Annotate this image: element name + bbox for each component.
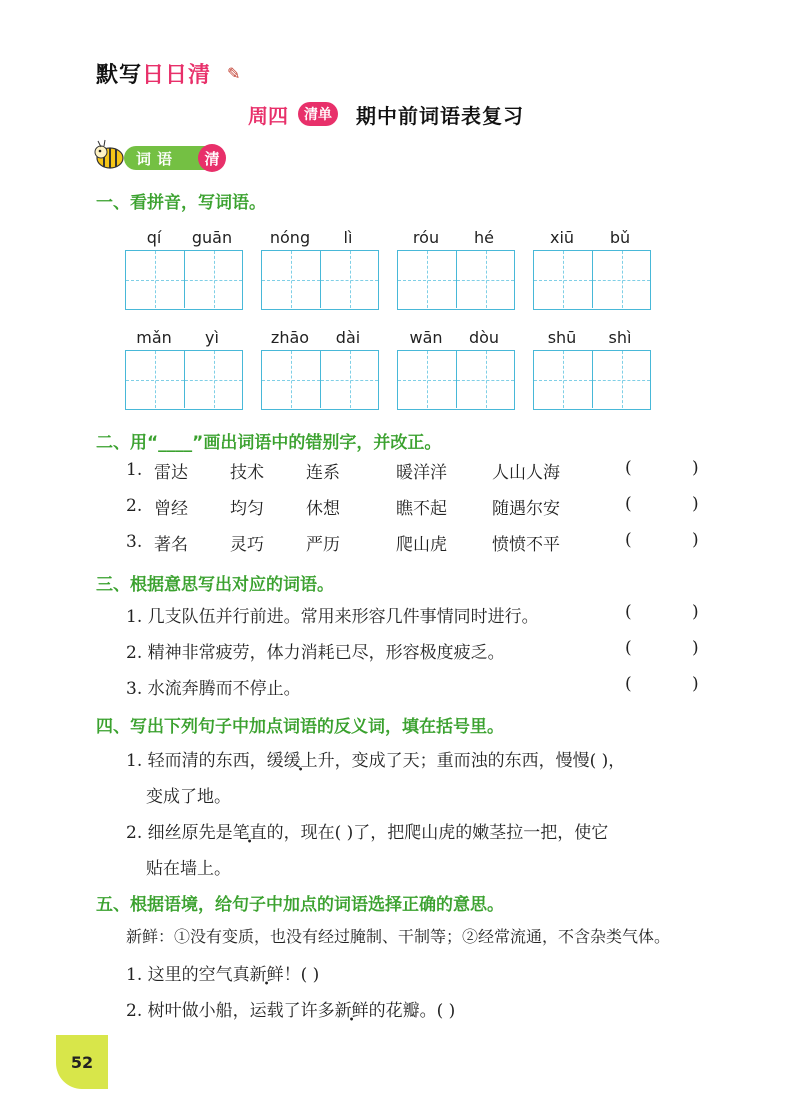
word-box: nóng lì (261, 228, 379, 310)
answer-paren-close: ) (692, 674, 699, 694)
pencil-icon: ✎ (227, 64, 241, 83)
answer-paren-open[interactable]: ( (625, 458, 632, 478)
answer-paren-close: ) (692, 494, 699, 514)
question-5-heading: 五、根据语境，给句子中加点的词语选择正确的意思。 (96, 895, 504, 915)
word-box: zhāo dài (261, 328, 379, 410)
word-box: wān dòu (397, 328, 515, 410)
section-tag-words: 词语 清 (124, 146, 220, 170)
day-label: 周四 (248, 103, 288, 128)
list-badge: 清单 (298, 102, 338, 126)
dotted-word: 新鲜 (249, 965, 284, 985)
dotted-word: 新鲜 (334, 1001, 369, 1021)
question-5-item-2: 2. 树叶做小船，运载了许多新鲜的花瓣。( ) (126, 1001, 456, 1021)
writing-grid[interactable] (261, 250, 379, 310)
section-tag-circle: 清 (198, 144, 226, 172)
bee-mascot-icon (92, 138, 126, 170)
brand-prefix: 默写 (96, 63, 143, 88)
writing-grid[interactable] (397, 350, 515, 410)
answer-paren-open[interactable]: ( (625, 530, 632, 550)
answer-paren-open[interactable]: ( (625, 494, 632, 514)
answer-paren-close: ) (692, 602, 699, 622)
question-4-item-1: 1. 轻而清的东西，缓缓上升，变成了天；重而浊的东西，慢慢( )， (126, 751, 626, 771)
definition-text: 新鲜：①没有变质，也没有经过腌制、干制等；②经常流通，不含杂类气体。 (126, 927, 671, 946)
brand-highlight: 日日清 (142, 63, 212, 88)
question-4-item-1-cont: 变成了地。 (146, 787, 231, 807)
page-header (248, 98, 524, 130)
brand-logo (96, 58, 211, 89)
answer-paren-open[interactable]: ( (625, 602, 632, 622)
question-3-item: 3. 水流奔腾而不停止。 (126, 679, 301, 699)
answer-paren-open[interactable]: ( (625, 674, 632, 694)
question-3-item: 1. 几支队伍并行前进。常用来形容几件事情同时进行。 (126, 607, 539, 627)
writing-grid[interactable] (125, 250, 243, 310)
question-3-heading: 三、根据意思写出对应的词语。 (96, 575, 334, 595)
answer-paren-close: ) (692, 638, 699, 658)
question-3-item: 2. 精神非常疲劳，体力消耗已尽，形容极度疲乏。 (126, 643, 505, 663)
question-4-item-2-cont: 贴在墙上。 (146, 859, 231, 879)
question-2-row: 2. 曾经 均匀 休想 瞧不起 随遇尔安 (126, 496, 560, 519)
word-box: qí guān (125, 228, 243, 310)
question-2-row: 1. 雷达 技术 连系 暖洋洋 人山人海 (126, 460, 560, 483)
writing-grid[interactable] (397, 250, 515, 310)
dotted-word: 笔直 (232, 823, 267, 843)
question-2-heading: 二、用“____”画出词语中的错别字，并改正。 (96, 433, 442, 453)
word-box: mǎn yì (125, 328, 243, 410)
page-title: 期中前词语表复习 (356, 103, 524, 128)
word-box: shū shì (533, 328, 651, 410)
question-1-heading: 一、看拼音，写词语。 (96, 193, 266, 213)
writing-grid[interactable] (533, 250, 651, 310)
question-4-heading: 四、写出下列句子中加点词语的反义词，填在括号里。 (96, 717, 504, 737)
writing-grid[interactable] (533, 350, 651, 410)
answer-paren-open[interactable]: ( (625, 638, 632, 658)
answer-paren-close: ) (692, 530, 699, 550)
word-box: xiū bǔ (533, 228, 651, 310)
answer-paren-close: ) (692, 458, 699, 478)
word-box: róu hé (397, 228, 515, 310)
dotted-word: 缓上 (283, 751, 318, 771)
question-5-item-1: 1. 这里的空气真新鲜！( ) (126, 965, 320, 985)
writing-grid[interactable] (261, 350, 379, 410)
question-4-item-2: 2. 细丝原先是笔直的，现在( )了，把爬山虎的嫩茎拉一把，使它 (126, 823, 609, 843)
page-number: 52 (56, 1035, 108, 1089)
writing-grid[interactable] (125, 350, 243, 410)
question-2-row: 3. 著名 灵巧 严历 爬山虎 愤愤不平 (126, 532, 560, 555)
